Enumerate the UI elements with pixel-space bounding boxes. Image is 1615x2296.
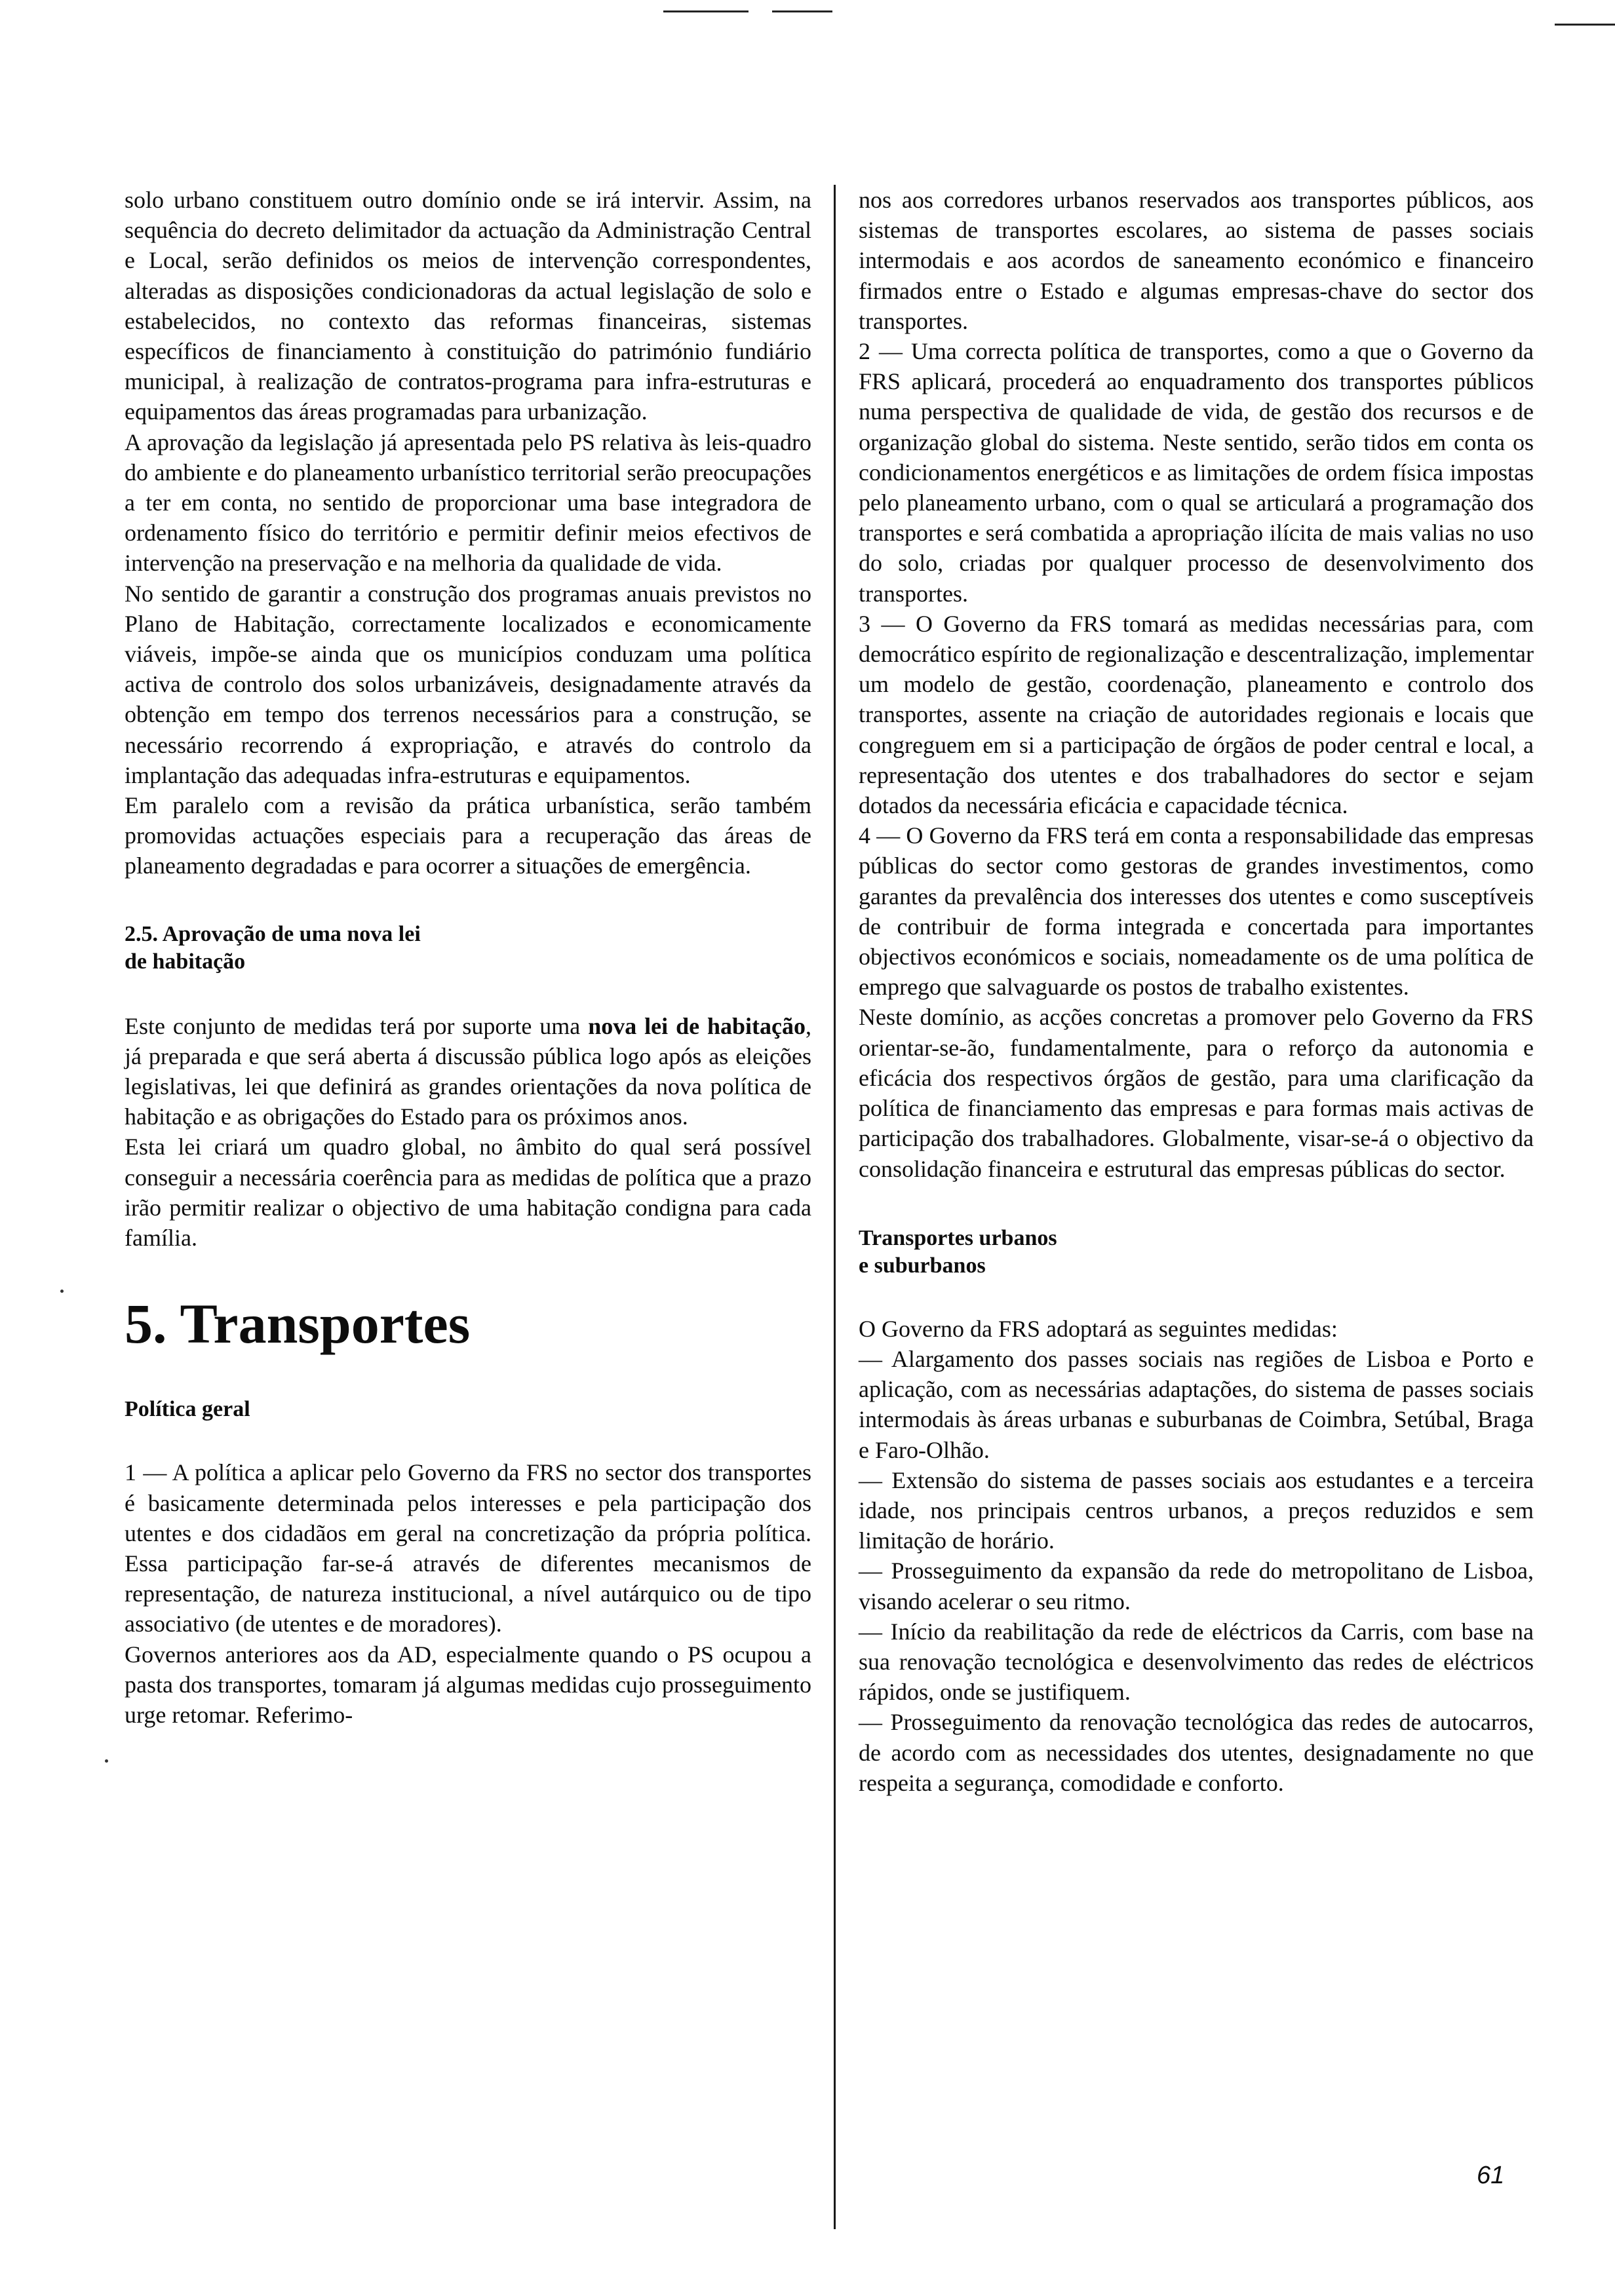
top-rule-3: [1555, 24, 1615, 26]
paragraph: Neste domínio, as acções concretas a promover pelo Governo da FRS orientar-se-ão, fundamentalmente, para o reforço da autonomia e eficácia dos respectivos órgãos de gestão, para uma clarificação da política de financiamento das empresas e para formas mais activas de participação dos trabalhadores. Globalmente, visar-se-á o objectivo da consolidação financeira e estrutural das empresas públicas do sector.: [859, 1004, 1534, 1182]
list-intro: O Governo da FRS adoptará as seguintes medidas:: [859, 1315, 1338, 1342]
chapter-title: 5. Transportes: [125, 1292, 471, 1356]
paragraph: solo urbano constituem outro domínio onde se irá intervir. Assim, na sequência do decreto delimitador da actuação da Administração Central e Local, serão definidos os meios de intervenção correspondentes, alteradas as disposições condicionadoras da actual legislação de solo e estabelecidos, no contexto das reformas financeiras, sistemas específicos de financiamento à constituição do património fundiário municipal, à realização de contratos-programa para infra-estruturas e equipamentos das áreas programadas para urbanização.: [125, 187, 811, 425]
subsection-title: Política geral: [125, 1397, 250, 1422]
paragraph: nos aos corredores urbanos reservados aos transportes públicos, aos sistemas de transportes escolares, ao sistema de passes sociais intermodais e aos acordos de saneamento económico e financeiro firmados entre o Estado e algumas empresas-chave do sector dos transportes.: [859, 187, 1534, 334]
right-column: [859, 185, 1534, 1798]
list-item: — Prosseguimento da renovação tecnológica das redes de autocarros, de acordo com as necessidades dos utentes, designadamente no que respeita a segurança, comodidade e conforto.: [859, 1709, 1534, 1796]
section-2-5-heading: [125, 921, 811, 976]
scan-speck: [60, 1290, 64, 1293]
list-item: — Alargamento dos passes sociais nas regiões de Lisboa e Porto e aplicação, com as necessárias adaptações, do sistema de passes sociais intermodais às áreas urbanas e suburbanas de Coimbra, Setúbal, Braga e Faro-Olhão.: [859, 1345, 1534, 1463]
transportes-urbanos-heading: [859, 1225, 1534, 1280]
scan-speck: [105, 1759, 108, 1763]
section-heading-line: 2.5. Aprovação de uma nova lei: [125, 921, 421, 946]
paragraph: No sentido de garantir a construção dos programas anuais previstos no Plano de Habitação, correctamente localizados e economicamente viáveis, impõe-se ainda que os municípios conduzam uma política activa de controlo dos solos urbanizáveis, designadamente através da obtenção em tempo dos terrenos necessários para a construção, se necessário recorrendo á expropriação, e através do controlo da implantação das adequadas infra-estruturas e equipamentos.: [125, 580, 811, 788]
list-item: — Início da reabilitação da rede de eléctricos da Carris, com base na sua renovação tecnológica e desenvolvimento das redes de eléctricos rápidos, onde se justifiquem.: [859, 1618, 1534, 1706]
top-rule-2: [772, 10, 832, 12]
paragraph: Esta lei criará um quadro global, no âmbito do qual será possível conseguir a necessária coerência para as medidas de política que a prazo irão permitir realizar o objectivo de uma habitação condigna para cada família.: [125, 1134, 811, 1252]
paragraph: A aprovação da legislação já apresentada pelo PS relativa às leis-quadro do ambiente e do planeamento urbanístico territorial serão preocupações a ter em conta, no sentido de proporcionar uma base integradora de ordenamento físico do território e permitir definir meios efectivos de intervenção na preservação e na melhoria da qualidade de vida.: [125, 429, 811, 577]
paragraph: [125, 1011, 811, 1132]
text-run: Este conjunto de medidas terá por suporte uma: [125, 1012, 589, 1039]
paragraph: 2 — Uma correcta política de transportes, como a que o Governo da FRS aplicará, procederá ao enquadramento dos transportes públicos numa perspectiva de qualidade de vida, de gestão dos recursos e de organização global do sistema. Neste sentido, serão tidos em conta os condicionamentos energéticos e as limitações de ordem física impostas pelo planeamento urbano, com o qual se articulará a programação dos transportes e será combatida a apropriação ilícita de mais valias no uso do solo, criadas por qualquer processo de desenvolvimento dos transportes.: [859, 338, 1534, 607]
paragraph: Governos anteriores aos da AD, especialmente quando o PS ocupou a pasta dos transportes, tomaram já algumas medidas cujo prosseguimento urge retomar. Referimo-: [125, 1641, 811, 1728]
section-heading-line: Transportes urbanos: [859, 1225, 1057, 1250]
section-heading-line: de habitação: [125, 949, 246, 974]
top-rule-1: [663, 10, 749, 12]
paragraph: 1 — A política a aplicar pelo Governo da FRS no sector dos transportes é basicamente determinada pelos interesses e pela participação dos utentes e dos cidadãos em geral na concretização da própria política. Essa participação far-se-á através de diferentes mecanismos de representação, de natureza institucional, a nível autárquico ou de tipo associativo (de utentes e de moradores).: [125, 1459, 811, 1637]
text-run: , já preparada e que será aberta á discussão pública logo após as eleições legislativas, lei que definirá as grandes orientações da nova política de habitação e as obrigações do Estado para os próximos anos.: [125, 1012, 812, 1130]
column-divider: [834, 185, 836, 2229]
paragraph: 3 — O Governo da FRS tomará as medidas necessárias para, com democrático espírito de regionalização e descentralização, implementar um modelo de gestão, coordenação, planeamento e controlo dos transportes, assente na criação de autoridades regionais e locais que congreguem em si a participação de órgãos de poder central e local, a representação dos utentes e dos trabalhadores do sector e sejam dotados da necessária eficácia e capacidade técnica.: [859, 610, 1534, 819]
left-column: [125, 185, 811, 1730]
paragraph: 4 — O Governo da FRS terá em conta a responsabilidade das empresas públicas do sector como gestoras de grandes investimentos, como garantes da prevalência dos interesses dos utentes e como susceptíveis de contribuir de forma integrada e concertada para importantes objectivos económicos e sociais, nomeadamente os de uma política de emprego que salvaguarde os postos de trabalho existentes.: [859, 822, 1534, 1001]
page-number: 61: [1477, 2162, 1505, 2189]
list-item: — Prosseguimento da expansão da rede do metropolitano de Lisboa, visando acelerar o seu ritmo.: [859, 1558, 1534, 1615]
paragraph: Em paralelo com a revisão da prática urbanística, serão também promovidas actuações especiais para a recuperação das áreas de planeamento degradadas e para ocorrer a situações de emergência.: [125, 792, 811, 879]
list-item: — Extensão do sistema de passes sociais aos estudantes e a terceira idade, nos principais centros urbanos, a preços reduzidos e sem limitação de horário.: [859, 1466, 1534, 1554]
section-heading-line: e suburbanos: [859, 1253, 986, 1278]
bold-text-run: nova lei de habitação: [588, 1012, 806, 1039]
